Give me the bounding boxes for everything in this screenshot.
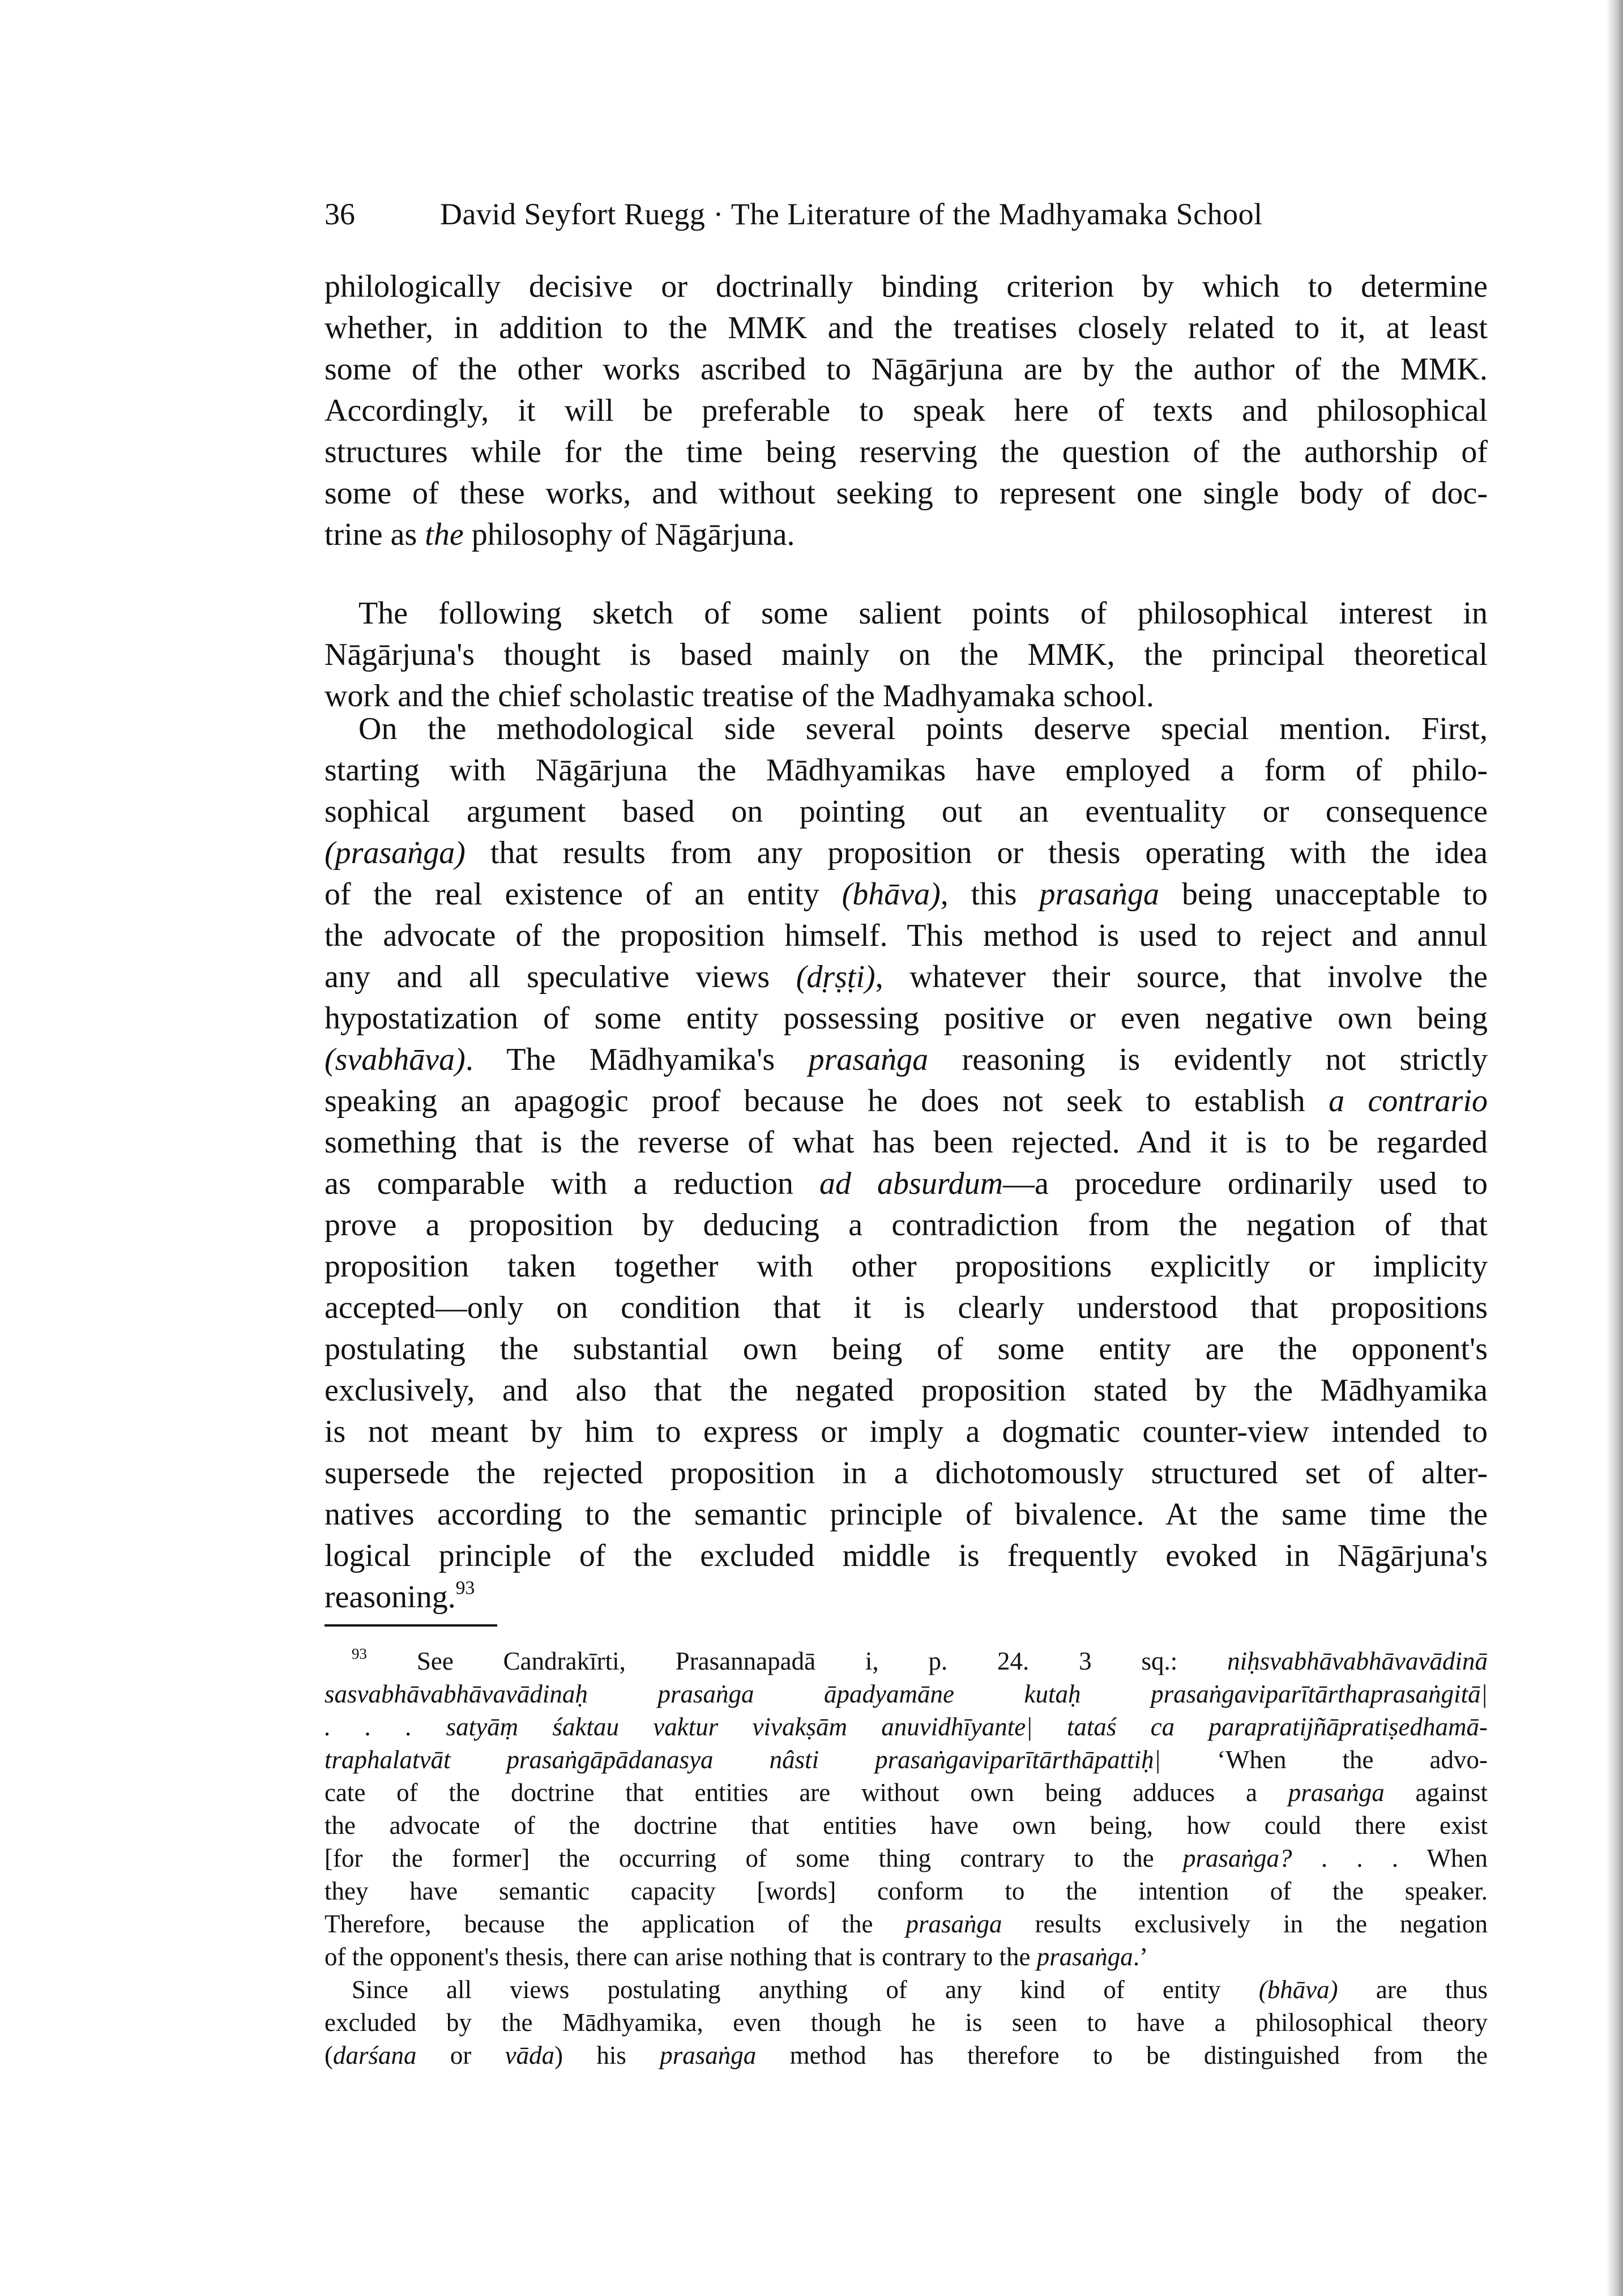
- roman-text: of the real existence of an entity: [324, 877, 842, 912]
- roman-text: philosophy of Nāgārjuna.: [463, 517, 795, 552]
- italic-text: traphalatvāt prasaṅgāpādanasya nâsti prasaṅgaviparītārthāpattiḥ|: [324, 1746, 1161, 1774]
- text-line: [324, 1453, 1488, 1494]
- text-line: [324, 709, 1488, 750]
- roman-text: any and all speculative views: [324, 959, 796, 995]
- text-line: [324, 2006, 1488, 2039]
- roman-text: results exclusively in the negation: [1002, 1910, 1488, 1938]
- roman-text: as comparable with a reduction: [324, 1166, 819, 1201]
- roman-text: some of the other works ascribed to Nāgārjuna are by the author of the MMK.: [324, 352, 1488, 387]
- italic-text: prasaṅga: [808, 1042, 929, 1077]
- text-line: [324, 833, 1488, 874]
- text-line: [324, 1411, 1488, 1453]
- roman-text: Nāgārjuna's thought is based mainly on the MMK, the principal theoretical: [324, 637, 1488, 672]
- italic-text: (svabhāva): [324, 1042, 465, 1077]
- text-line: [324, 1122, 1488, 1163]
- italic-text: niḥsvabhāvabhāvavādinā: [1227, 1647, 1488, 1675]
- footnote-marker: 93: [455, 1577, 475, 1599]
- roman-text: , this: [940, 877, 1040, 912]
- text-line: [324, 308, 1488, 349]
- italic-text: a contrario: [1329, 1083, 1488, 1119]
- text-line: [324, 2039, 1488, 2072]
- text-line: [324, 1645, 1488, 1678]
- italic-text: sasvabhāvabhāvavādinaḥ prasaṅga āpadyamāne kutaḥ prasaṅgaviparītārthaprasaṅgitā|: [324, 1680, 1488, 1708]
- roman-text: something that is the reverse of what has been rejected. And it is to be regarded: [324, 1125, 1488, 1160]
- footnote-marker: 93: [352, 1645, 367, 1663]
- roman-text: some of these works, and without seeking to represent one single body of doc-: [324, 476, 1488, 511]
- roman-text: cate of the doctrine that entities are without own being adduces a: [324, 1778, 1288, 1807]
- text-line: [324, 750, 1488, 791]
- roman-text: [for the former] the occurring of some thing contrary to the: [324, 1844, 1184, 1872]
- italic-text: prasaṅga?: [1183, 1844, 1292, 1872]
- roman-text: of the opponent's thesis, there can arise nothing that is contrary to the: [324, 1943, 1037, 1971]
- text-line: [324, 1205, 1488, 1246]
- roman-text: philologically decisive or doctrinally binding criterion by which to determine: [324, 269, 1488, 304]
- scan-edge-shadow: [1606, 0, 1623, 2296]
- italic-text: prasaṅga: [1036, 1943, 1133, 1971]
- roman-text: postulating the substantial own being of some entity are the opponent's: [324, 1331, 1488, 1367]
- roman-text: The following sketch of some salient points of philosophical interest in: [358, 596, 1488, 631]
- roman-text: ‘When the advo-: [1161, 1746, 1488, 1774]
- text-line: [324, 349, 1488, 390]
- text-line: [324, 1246, 1488, 1287]
- italic-text: the: [425, 517, 464, 552]
- roman-text: that results from any proposition or thesis operating with the idea: [465, 835, 1488, 870]
- roman-text: exclusively, and also that the negated proposition stated by the Mādhyamika: [324, 1373, 1488, 1408]
- roman-text: the advocate of the proposition himself. This method is used to reject and annul: [324, 918, 1488, 953]
- footnote-rule: [324, 1624, 497, 1627]
- text-line: [324, 266, 1488, 308]
- text-line: [324, 1907, 1488, 1940]
- roman-text: Since all views postulating anything of any kind of entity: [352, 1975, 1259, 2004]
- roman-text: sophical argument based on pointing out an eventuality or consequence: [324, 794, 1488, 829]
- roman-text: speaking an apagogic proof because he does not seek to establish: [324, 1083, 1329, 1119]
- text-line: [324, 1287, 1488, 1329]
- text-line: [324, 957, 1488, 998]
- text-line: [324, 473, 1488, 514]
- roman-text: .’: [1133, 1943, 1148, 1971]
- italic-text: prasaṅga: [1288, 1778, 1385, 1807]
- italic-text: . . . satyāṃ śaktau vaktur vivakṣām anuvidhīyante| tataś ca parapratijñāpratiṣedhamā-: [324, 1713, 1488, 1741]
- footnote-continuation-paragraph: [324, 1973, 1488, 2072]
- italic-text: prasaṅga: [906, 1910, 1002, 1938]
- roman-text: prove a proposition by deducing a contradiction from the negation of that: [324, 1207, 1488, 1243]
- roman-text: . . . When: [1292, 1844, 1488, 1872]
- text-line: [324, 432, 1488, 473]
- text-line: [324, 390, 1488, 432]
- body-paragraph-2: [324, 593, 1488, 717]
- body-paragraph-1: [324, 266, 1488, 556]
- roman-text: or: [416, 2041, 505, 2069]
- italic-text: darśana: [333, 2041, 417, 2069]
- roman-text: logical principle of the excluded middle is frequently evoked in Nāgārjuna's: [324, 1538, 1488, 1573]
- text-line: [324, 634, 1488, 676]
- footnote-93: [324, 1645, 1488, 1973]
- roman-text: . The Mādhyamika's: [465, 1042, 809, 1077]
- roman-text: against: [1384, 1778, 1488, 1807]
- text-line: [324, 1535, 1488, 1577]
- roman-text: structures while for the time being reserving the question of the authorship of: [324, 434, 1488, 470]
- roman-text: work and the chief scholastic treatise of the Madhyamaka school.: [324, 678, 1154, 714]
- page-number: 36: [324, 197, 355, 231]
- roman-text: , whatever their source, that involve the: [875, 959, 1488, 995]
- running-title: David Seyfort Ruegg · The Literature of the Madhyamaka School: [440, 197, 1263, 231]
- roman-text: hypostatization of some entity possessing positive or even negative own being: [324, 1001, 1488, 1036]
- roman-text: whether, in addition to the MMK and the treatises closely related to it, at least: [324, 310, 1488, 345]
- roman-text: they have semantic capacity [words] conform to the intention of the speaker.: [324, 1877, 1488, 1905]
- roman-text: proposition taken together with other propositions explicitly or implicity: [324, 1249, 1488, 1284]
- italic-text: (prasaṅga): [324, 835, 465, 870]
- text-line: [324, 1940, 1488, 1973]
- roman-text: accepted—only on condition that it is clearly understood that propositions: [324, 1290, 1488, 1325]
- roman-text: Accordingly, it will be preferable to speak here of texts and philosophical: [324, 393, 1488, 428]
- text-line: [324, 915, 1488, 957]
- roman-text: starting with Nāgārjuna the Mādhyamikas have employed a form of philo-: [324, 753, 1488, 788]
- text-line: [324, 791, 1488, 833]
- roman-text: —a procedure ordinarily used to: [1003, 1166, 1488, 1201]
- italic-text: (dṛṣṭi): [796, 959, 875, 995]
- roman-text: reasoning is evidently not strictly: [928, 1042, 1488, 1077]
- italic-text: ad absurdum: [819, 1166, 1003, 1201]
- roman-text: See Candrakīrti, Prasannapadā i, p. 24. 3 sq.:: [367, 1647, 1228, 1675]
- running-header: [324, 193, 1488, 236]
- text-line: [324, 1163, 1488, 1205]
- text-line: [324, 1577, 1488, 1618]
- italic-text: (bhāva): [842, 877, 941, 912]
- text-line: [324, 1842, 1488, 1875]
- roman-text: supersede the rejected proposition in a dichotomously structured set of alter-: [324, 1456, 1488, 1491]
- text-line: [324, 1678, 1488, 1710]
- text-line: [324, 1809, 1488, 1842]
- roman-text: ) his: [554, 2041, 660, 2069]
- roman-text: reasoning.: [324, 1580, 456, 1615]
- roman-text: the advocate of the doctrine that entities have own being, how could there exist: [324, 1811, 1488, 1840]
- text-line: [324, 1494, 1488, 1535]
- roman-text: Therefore, because the application of the: [324, 1910, 906, 1938]
- roman-text: being unacceptable to: [1159, 877, 1488, 912]
- text-line: [324, 514, 1488, 556]
- roman-text: are thus: [1338, 1975, 1488, 2004]
- text-line: [324, 1875, 1488, 1907]
- roman-text: On the methodological side several points deserve special mention. First,: [358, 711, 1488, 746]
- text-line: [324, 1329, 1488, 1370]
- text-line: [324, 1973, 1488, 2006]
- roman-text: trine as: [324, 517, 425, 552]
- italic-text: prasaṅga: [660, 2041, 757, 2069]
- text-line: [324, 1743, 1488, 1776]
- text-line: [324, 1776, 1488, 1809]
- roman-text: natives according to the semantic principle of bivalence. At the same time the: [324, 1497, 1488, 1532]
- text-line: [324, 874, 1488, 915]
- italic-text: vāda: [505, 2041, 555, 2069]
- text-line: [324, 1039, 1488, 1081]
- text-line: [324, 593, 1488, 634]
- italic-text: prasaṅga: [1039, 877, 1160, 912]
- italic-text: (bhāva): [1258, 1975, 1338, 2004]
- roman-text: excluded by the Mādhyamika, even though he is seen to have a philosophical theory: [324, 2008, 1488, 2037]
- roman-text: method has therefore to be distinguished from the: [756, 2041, 1488, 2069]
- text-line: [324, 998, 1488, 1039]
- roman-text: is not meant by him to express or imply a dogmatic counter-view intended to: [324, 1414, 1488, 1449]
- text-line: [324, 1710, 1488, 1743]
- roman-text: (: [324, 2041, 333, 2069]
- text-line: [324, 1081, 1488, 1122]
- body-paragraph-3: [324, 709, 1488, 1618]
- text-line: [324, 1370, 1488, 1411]
